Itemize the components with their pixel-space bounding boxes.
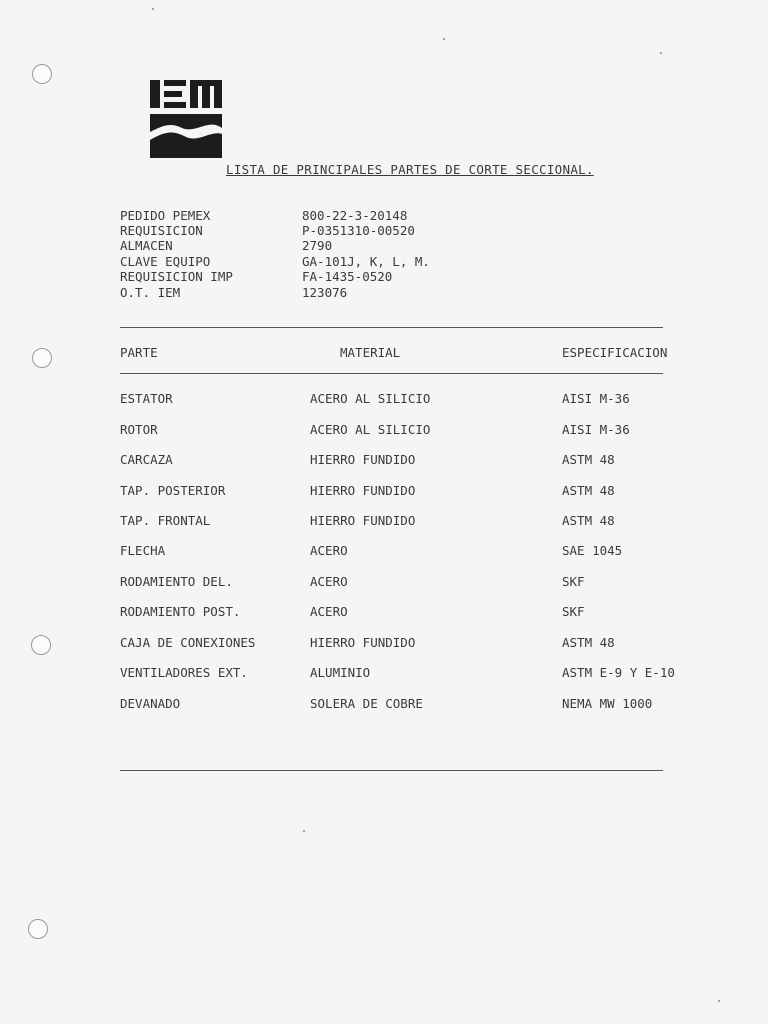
info-row-clave-equipo bbox=[120, 254, 430, 269]
scan-speck bbox=[660, 52, 662, 54]
info-value: 2790 bbox=[302, 238, 333, 253]
info-row-requisicion-imp bbox=[120, 269, 392, 284]
document-title: LISTA DE PRINCIPALES PARTES DE CORTE SECCIONAL. bbox=[226, 162, 594, 177]
table-row bbox=[0, 574, 768, 590]
cell-especificacion: SKF bbox=[562, 604, 585, 619]
cell-parte: VENTILADORES EXT. bbox=[120, 665, 248, 680]
cell-material: HIERRO FUNDIDO bbox=[310, 635, 416, 650]
cell-material: SOLERA DE COBRE bbox=[310, 696, 423, 711]
scan-speck bbox=[303, 830, 305, 832]
info-value: 800-22-3-20148 bbox=[302, 208, 408, 223]
info-row-ot-iem bbox=[120, 285, 347, 300]
cell-parte: TAP. POSTERIOR bbox=[120, 483, 226, 498]
cell-especificacion: ASTM 48 bbox=[562, 513, 615, 528]
table-row bbox=[0, 513, 768, 529]
cell-parte: RODAMIENTO POST. bbox=[120, 604, 241, 619]
cell-material: ACERO AL SILICIO bbox=[310, 391, 431, 406]
cell-material: ACERO AL SILICIO bbox=[310, 422, 431, 437]
cell-especificacion: ASTM 48 bbox=[562, 483, 615, 498]
info-label: CLAVE EQUIPO bbox=[120, 254, 211, 269]
table-row bbox=[0, 665, 768, 681]
cell-material: HIERRO FUNDIDO bbox=[310, 513, 416, 528]
cell-especificacion: AISI M-36 bbox=[562, 422, 630, 437]
scan-speck bbox=[443, 38, 445, 40]
table-row bbox=[0, 696, 768, 712]
table-row bbox=[0, 604, 768, 620]
cell-especificacion: ASTM 48 bbox=[562, 635, 615, 650]
table-row bbox=[0, 422, 768, 438]
punch-hole bbox=[28, 919, 48, 939]
cell-material: ACERO bbox=[310, 574, 348, 589]
info-label: PEDIDO PEMEX bbox=[120, 208, 211, 223]
cell-parte: RODAMIENTO DEL. bbox=[120, 574, 233, 589]
column-header-parte: PARTE bbox=[120, 345, 158, 360]
info-value: 123076 bbox=[302, 285, 348, 300]
cell-especificacion: NEMA MW 1000 bbox=[562, 696, 653, 711]
scan-speck bbox=[152, 8, 154, 10]
cell-material: ACERO bbox=[310, 543, 348, 558]
cell-material: HIERRO FUNDIDO bbox=[310, 452, 416, 467]
cell-parte: ROTOR bbox=[120, 422, 158, 437]
info-label: ALMACEN bbox=[120, 238, 173, 253]
info-label: REQUISICION IMP bbox=[120, 269, 233, 284]
scan-speck bbox=[718, 1000, 720, 1002]
punch-hole bbox=[32, 348, 52, 368]
cell-parte: ESTATOR bbox=[120, 391, 173, 406]
cell-parte: CARCAZA bbox=[120, 452, 173, 467]
cell-especificacion: ASTM E-9 Y E-10 bbox=[562, 665, 675, 680]
cell-material: HIERRO FUNDIDO bbox=[310, 483, 416, 498]
column-header-especificacion: ESPECIFICACION bbox=[562, 345, 668, 360]
info-row-pedido bbox=[120, 208, 407, 223]
cell-parte: DEVANADO bbox=[120, 696, 181, 711]
table-row bbox=[0, 635, 768, 651]
table-row bbox=[0, 391, 768, 407]
info-row-requisicion bbox=[120, 223, 415, 238]
cell-especificacion: AISI M-36 bbox=[562, 391, 630, 406]
cell-material: ACERO bbox=[310, 604, 348, 619]
table-top-rule bbox=[120, 327, 663, 328]
cell-especificacion: SAE 1045 bbox=[562, 543, 623, 558]
cell-especificacion: SKF bbox=[562, 574, 585, 589]
cell-parte: TAP. FRONTAL bbox=[120, 513, 211, 528]
punch-hole bbox=[32, 64, 52, 84]
info-label: O.T. IEM bbox=[120, 285, 181, 300]
table-row bbox=[0, 543, 768, 559]
info-label: REQUISICION bbox=[120, 223, 203, 238]
cell-parte: CAJA DE CONEXIONES bbox=[120, 635, 256, 650]
info-value: GA-101J, K, L, M. bbox=[302, 254, 430, 269]
iem-logo bbox=[148, 78, 224, 158]
table-bottom-rule bbox=[120, 770, 663, 771]
table-row bbox=[0, 452, 768, 468]
table-row bbox=[0, 483, 768, 499]
table-header-rule bbox=[120, 373, 663, 374]
info-value: FA-1435-0520 bbox=[302, 269, 393, 284]
info-value: P-0351310-00520 bbox=[302, 223, 415, 238]
cell-material: ALUMINIO bbox=[310, 665, 371, 680]
info-row-almacen bbox=[120, 238, 332, 253]
cell-parte: FLECHA bbox=[120, 543, 166, 558]
cell-especificacion: ASTM 48 bbox=[562, 452, 615, 467]
column-header-material: MATERIAL bbox=[340, 345, 401, 360]
